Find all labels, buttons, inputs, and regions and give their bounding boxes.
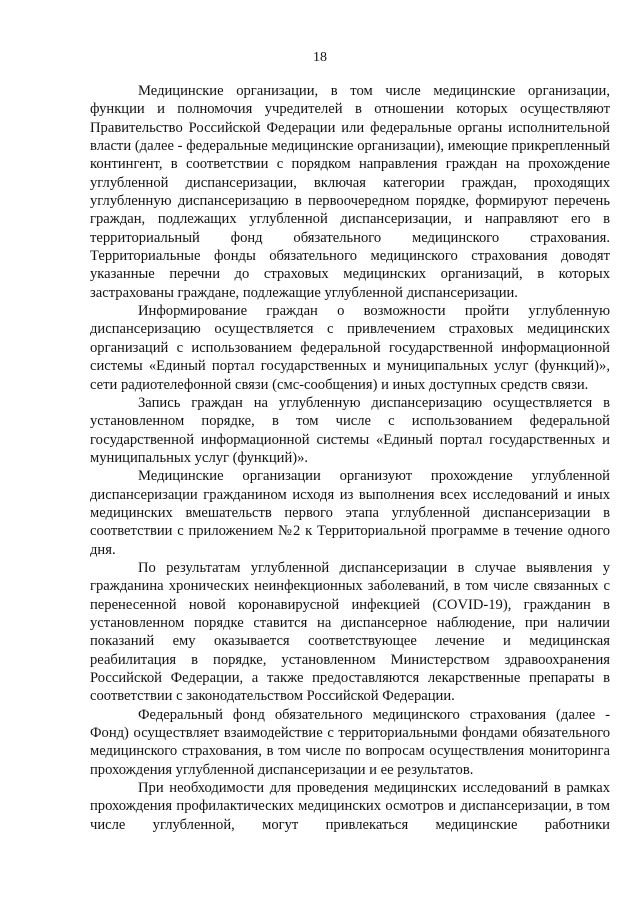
paragraph-screening-results: По результатам углубленной диспансеризации в случае выявления у гражданина хронических неинфекционных заболеваний, в том числе связанных с перенесенной новой коронавирусной инфекцией (COVID-19), гражданин в установленном порядке ставится на диспансерное наблюдение, при наличии показаний ему оказывается соответствующее лечение и медицинская реабилитация в порядке, установленном Министерством здравоохранения Российской Федерации, а также предоставляются лекарственные препараты в соответствии с законодательством Российской Федерации.: [90, 559, 610, 705]
paragraph-federal-fund: Федеральный фонд обязательного медицинского страхования (далее - Фонд) осуществляет взаимодействие с территориальными фондами обязательного медицинского страхования, в том числе по вопросам осуществления мониторинга прохождения углубленной диспансеризации и ее результатов.: [90, 706, 610, 778]
paragraph-informing-citizens: Информирование граждан о возможности пройти углубленную диспансеризацию осуществляется с привлечением страховых медицинских организаций с использованием федеральной государственной информационной системы «Единый портал государственных и муниципальных услуг (функций)», сети радиотелефонной связи (смс-сообщения) и иных доступных средств связи.: [90, 303, 610, 393]
paragraph-medical-workers: При необходимости для проведения медицинских исследований в рамках прохождения профилактических медицинских осмотров и диспансеризации, в том числе углубленной, могут привлекаться медицинские работники: [90, 780, 610, 833]
paragraph-appointment-booking: Запись граждан на углубленную диспансеризацию осуществляется в установленном порядке, в том числе с использованием федеральной государственной информационной системы «Единый портал государственных и муниципальных услуг (функций)».: [90, 394, 610, 466]
page-number: 18: [313, 50, 327, 65]
paragraph-screening-organization: Медицинские организации организуют прохождение углубленной диспансеризации гражданином исходя из выполнения всех исследований и иных медицинских вмешательств первого этапа углубленной диспансеризации в соответствии с приложением №2 к Территориальной программе в течение одного дня.: [90, 468, 610, 558]
document-body: [90, 82, 610, 834]
paragraph-deep-screening-lists: Медицинские организации, в том числе медицинские организации, функции и полномочия учредителей в отношении которых осуществляют Правительство Российской Федерации или федеральные органы исполнительной власти (далее - федеральные медицинские организации), имеющие прикрепленный контингент, в соответствии с порядком направления граждан на прохождение углубленной диспансеризации, включая категории граждан, проходящих углубленную диспансеризацию в первоочередном порядке, формируют перечень граждан, подлежащих углубленной диспансеризации, и направляют его в территориальный фонд обязательного медицинского страхования. Территориальные фонды обязательного медицинского страхования доводят указанные перечни до страховых медицинских организаций, в которых застрахованы граждане, подлежащие углубленной диспансеризации.: [90, 83, 610, 301]
